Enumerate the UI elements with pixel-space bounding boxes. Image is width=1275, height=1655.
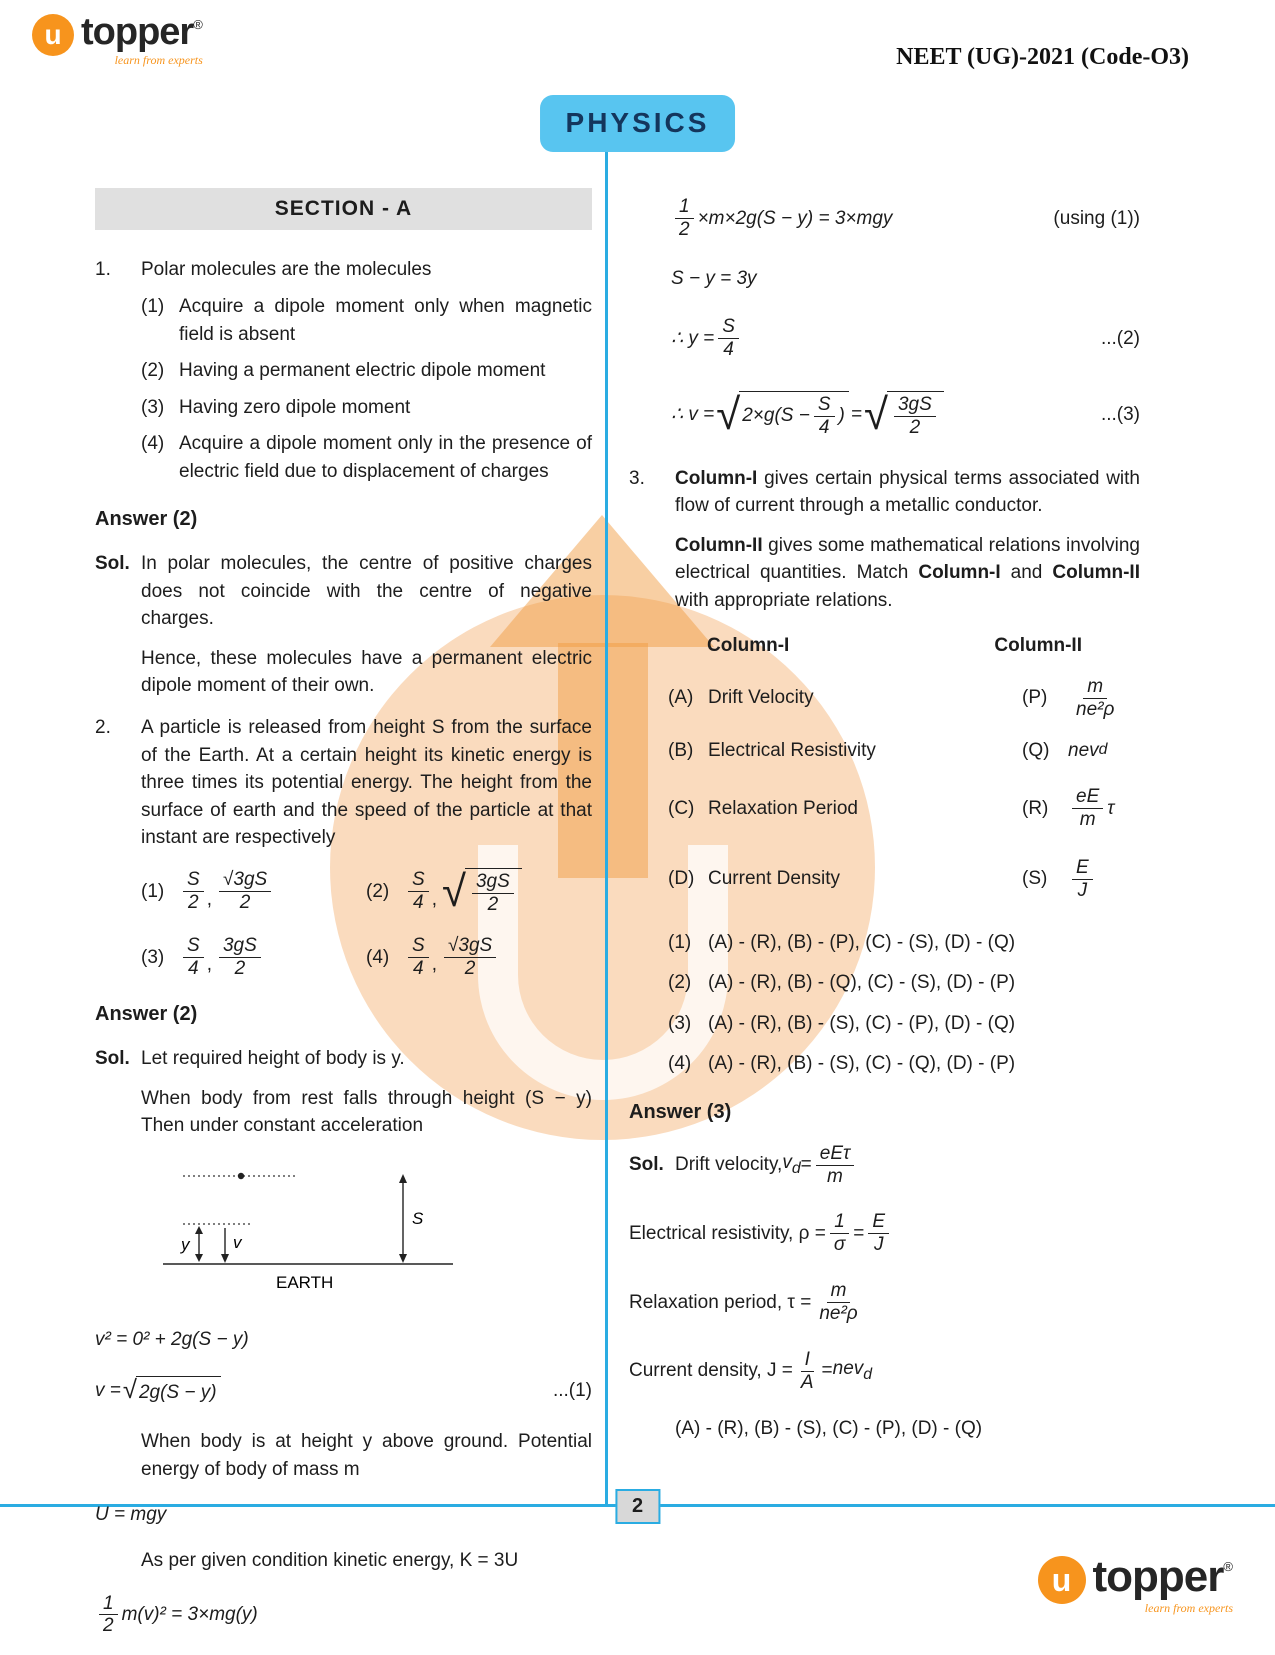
option-4 [629, 1050, 1140, 1078]
option-label: (2) [141, 360, 165, 382]
option-text: (A) - (R), (B) - (S), (C) - (P), (D) - (Q) [708, 1012, 1016, 1034]
square-root [442, 868, 522, 916]
equation-row [629, 196, 1140, 241]
comma: , [206, 888, 212, 910]
row-label: (C) [668, 797, 695, 819]
column-divider [605, 142, 608, 1504]
option-text: Having a permanent electric dipole moment [179, 360, 546, 382]
relation-formula [1068, 857, 1140, 902]
question-number: 2. [95, 717, 111, 738]
solution-q3: Sol. Drift velocity, $v_d$ = $\frac{\text{eEτ}}{m}$ [629, 1143, 1140, 1188]
option-text: (A) - (R), (B) - (Q), (C) - (S), (D) - (P) [708, 972, 1016, 994]
option-label: (3) [141, 946, 165, 968]
fraction: $\frac{m}{\text{ne²ρ}}$ [819, 1280, 858, 1324]
fraction: $\frac{E}{J}$ [868, 1211, 889, 1256]
option-label: (2) [668, 972, 692, 994]
row-label: (A) [668, 687, 694, 709]
option-2 [629, 969, 1140, 997]
equation: v = √ 2g(S − y) [95, 1376, 223, 1407]
svg-text:EARTH: EARTH [276, 1272, 334, 1292]
row-label: (D) [668, 868, 695, 890]
relation-label: (Q) [1022, 739, 1050, 761]
equation: $\frac{1}{2}$ m(v)² = 3×mg(y) [95, 1593, 592, 1638]
fraction: $\frac{m}{\text{ne²ρ}}$ [1076, 675, 1115, 720]
fraction: $\frac{3gS}{2}$ [894, 394, 936, 439]
sol-text: In polar molecules, the centre of positive charges does not coincide with the centre of negative charges. [141, 553, 592, 630]
question-number: 1. [95, 259, 111, 281]
option-1 [141, 868, 366, 916]
final-matching: (A) - (R), (B) - (S), (C) - (P), (D) - (Q) [675, 1418, 983, 1440]
free-fall-diagram [141, 1164, 471, 1296]
registered-mark: ® [193, 17, 203, 32]
logo-u-letter: u [1051, 1562, 1072, 1598]
right-column [629, 190, 1140, 1443]
radical-icon: √ [716, 389, 741, 439]
fraction: $\frac{S}{4}$ [408, 869, 429, 914]
question-2 [95, 714, 592, 980]
sol-text: Drift velocity, [675, 1154, 783, 1176]
equation-row [629, 316, 1140, 361]
fraction: $\frac{1}{2}$ [99, 1593, 118, 1638]
logo-name: topper [81, 11, 194, 53]
relation-label: (P) [1022, 687, 1048, 709]
fraction: $\frac{S}{4}$ [183, 935, 204, 980]
option-3 [141, 935, 366, 980]
logo-text [1092, 1552, 1233, 1617]
logo-text [81, 11, 203, 69]
option-label: (1) [668, 931, 692, 953]
match-table-header [629, 632, 1140, 660]
svg-text:y: y [181, 1234, 190, 1254]
option-label: (3) [141, 396, 165, 418]
question-text: Column-I gives certain physical terms associated with flow of current through a metallic conductor. [675, 467, 1140, 517]
equation: U = mgy [95, 1504, 167, 1526]
match-row-d [668, 857, 1140, 902]
relation-formula: $\frac{eE}{m}$ τ [1068, 786, 1140, 831]
option-label: (1) [141, 295, 165, 317]
relation-label: (R) [1022, 797, 1049, 819]
question-text: A particle is released from height S from the surface of the Earth. At a certain height its kinetic energy is three times its potential energy. The height from the surface of earth and the speed of the particle at that instant are respectively [141, 717, 592, 849]
svg-text:v: v [233, 1232, 242, 1252]
question-body [141, 256, 592, 485]
match-row-c [668, 786, 1140, 831]
equation-row [95, 1376, 592, 1407]
question-body [141, 714, 592, 980]
fraction: $\frac{1}{\sigma}$ [830, 1211, 849, 1256]
option-3 [141, 394, 592, 422]
equation: S − y = 3y [671, 267, 757, 289]
relation-formula: nev d [1068, 739, 1108, 761]
relation-label: (S) [1022, 868, 1048, 890]
fraction: $\frac{S}{4}$ [814, 394, 835, 439]
option-text: Having zero dipole moment [179, 396, 411, 418]
sol-label: Sol. [95, 553, 130, 575]
option-text: Acquire a dipole moment only in the presence of electric field due to displacement of charges [179, 433, 592, 482]
sol-text: Hence, these molecules have a permanent electric dipole moment of their own. [141, 647, 592, 697]
fraction: $\frac{1}{2}$ [675, 196, 694, 241]
option-2 [141, 357, 592, 385]
fraction: $\frac{S}{2}$ [183, 869, 204, 914]
solution-q1 [95, 550, 592, 633]
option-label: (1) [141, 880, 165, 902]
match-row-b [668, 737, 1140, 765]
question-text: Polar molecules are the molecules [141, 259, 432, 281]
sol-text: As per given condition kinetic energy, K = 3U [141, 1550, 519, 1572]
option-1 [141, 293, 592, 348]
fraction: $\frac{3gS}{2}$ [219, 935, 261, 980]
option-label: (4) [366, 946, 390, 968]
fraction: $\frac{√3gS}{2}$ [219, 869, 271, 914]
square-root [864, 391, 944, 439]
option-label: (3) [668, 1012, 692, 1034]
radical-icon: √ [441, 866, 466, 916]
row-term: Drift Velocity [708, 687, 814, 709]
sol-line: Current density, J = $\frac{I}{A}$ = nev$_d$ [629, 1348, 873, 1393]
comma: , [206, 953, 212, 975]
question-body [675, 465, 1140, 615]
svg-text:S: S [412, 1208, 424, 1228]
sol-text: When body is at height y above ground. Potential energy of body of mass m [141, 1431, 592, 1480]
answer-q1: Answer (2) [95, 508, 198, 531]
fraction: $\frac{E}{J}$ [1072, 857, 1093, 902]
fraction: $\frac{S}{4}$ [408, 935, 429, 980]
comma: , [431, 888, 437, 910]
row-term: Electrical Resistivity [708, 739, 876, 761]
solution-q2 [95, 1045, 592, 1073]
logo-u-letter: u [44, 19, 62, 50]
equation-tag: ...(2) [1100, 327, 1140, 349]
relation-formula [1068, 676, 1140, 721]
utopper-logo [32, 11, 203, 69]
utopper-logo-mark-icon [32, 14, 74, 56]
option-label: (4) [141, 433, 165, 455]
page-number: 2 [615, 1489, 660, 1524]
row-term: Current Density [708, 868, 840, 890]
equation: ∴ y = $\frac{S}{4}$ [671, 316, 743, 361]
fraction: $\frac{√3gS}{2}$ [444, 935, 496, 980]
sol-label: Sol. [95, 1048, 130, 1070]
sol-label: Sol. [629, 1154, 664, 1176]
square-root: √ 2g(S − y) [123, 1376, 221, 1407]
equation: $\frac{1}{2}$ ×m×2g(S − y) = 3×mgy [671, 196, 892, 241]
option-text: Acquire a dipole moment only when magnetic field is absent [179, 295, 592, 345]
fraction: $\frac{I}{A}$ [800, 1348, 814, 1393]
utopper-footer-logo [1038, 1552, 1233, 1617]
fraction: $\frac{S}{4}$ [718, 316, 739, 361]
logo-name: topper [1092, 1552, 1224, 1601]
logo-tagline: learn from experts [1144, 1600, 1233, 1615]
fraction: $\frac{\text{eEτ}}{m}$ [816, 1143, 854, 1188]
column-2-header: Column-II [994, 635, 1082, 657]
option-4 [141, 430, 592, 485]
registered-mark: ® [1223, 1559, 1233, 1574]
question-3 [629, 465, 1140, 615]
match-row-a [668, 676, 1140, 721]
section-header: SECTION - A [95, 188, 592, 230]
square-root: √ 2×g(S − $\frac{S}{4}$ ) [716, 391, 849, 439]
option-label: (4) [668, 1053, 692, 1075]
answer-q3: Answer (3) [629, 1100, 732, 1123]
fraction: $\frac{3gS}{2}$ [472, 871, 514, 916]
sol-text: When body from rest falls through height (S − y) Then under constant acceleration [141, 1087, 592, 1137]
question-1 [95, 256, 592, 485]
equation-row [629, 391, 1140, 439]
option-4 [366, 935, 592, 980]
fraction: $\frac{eE}{m}$ [1072, 786, 1103, 831]
question-text: Column-II gives some mathematical relations involving electrical quantities. Match Column-I and Column-II with appropriate relations. [675, 534, 1140, 611]
left-column [95, 188, 592, 1655]
option-2 [366, 868, 592, 916]
sol-text: Let required height of body is y. [141, 1048, 405, 1070]
option-1 [629, 929, 1140, 957]
radical-icon: √ [122, 1376, 137, 1405]
equation-tag: (using (1)) [1053, 207, 1140, 229]
column-1-header: Column-I [707, 635, 790, 657]
option-text: (A) - (R), (B) - (S), (C) - (Q), (D) - (P) [708, 1053, 1016, 1075]
sol-line: Relaxation period, τ = $\frac{m}{\text{ne²ρ}}$ [629, 1280, 1140, 1325]
logo-tagline: learn from experts [114, 53, 203, 68]
option-label: (2) [366, 880, 390, 902]
subject-badge: PHYSICS [540, 95, 736, 152]
utopper-logo-mark-icon [1038, 1556, 1086, 1604]
sol-line: Electrical resistivity, ρ = $\frac{1}{\sigma}$ = $\frac{E}{J}$ [629, 1211, 1140, 1256]
paper-title: NEET (UG)-2021 (Code-O3) [896, 44, 1189, 70]
comma: , [431, 953, 437, 975]
option-text: (A) - (R), (B) - (P), (C) - (S), (D) - (Q) [708, 931, 1016, 953]
option-grid [141, 868, 592, 980]
row-term: Relaxation Period [708, 797, 858, 819]
equation: ∴ v = √ 2×g(S − $\frac{S}{4}$ ) = √ $\frac{3gS}{2}$ [671, 391, 946, 439]
equation-tag: ...(1) [552, 1380, 592, 1402]
radical-icon: √ [863, 389, 888, 439]
option-3 [629, 1010, 1140, 1038]
question-number: 3. [629, 467, 645, 489]
answer-q2: Answer (2) [95, 1003, 198, 1026]
equation-tag: ...(3) [1100, 403, 1140, 425]
equation: v² = 0² + 2g(S − y) [95, 1329, 249, 1351]
row-label: (B) [668, 739, 694, 761]
